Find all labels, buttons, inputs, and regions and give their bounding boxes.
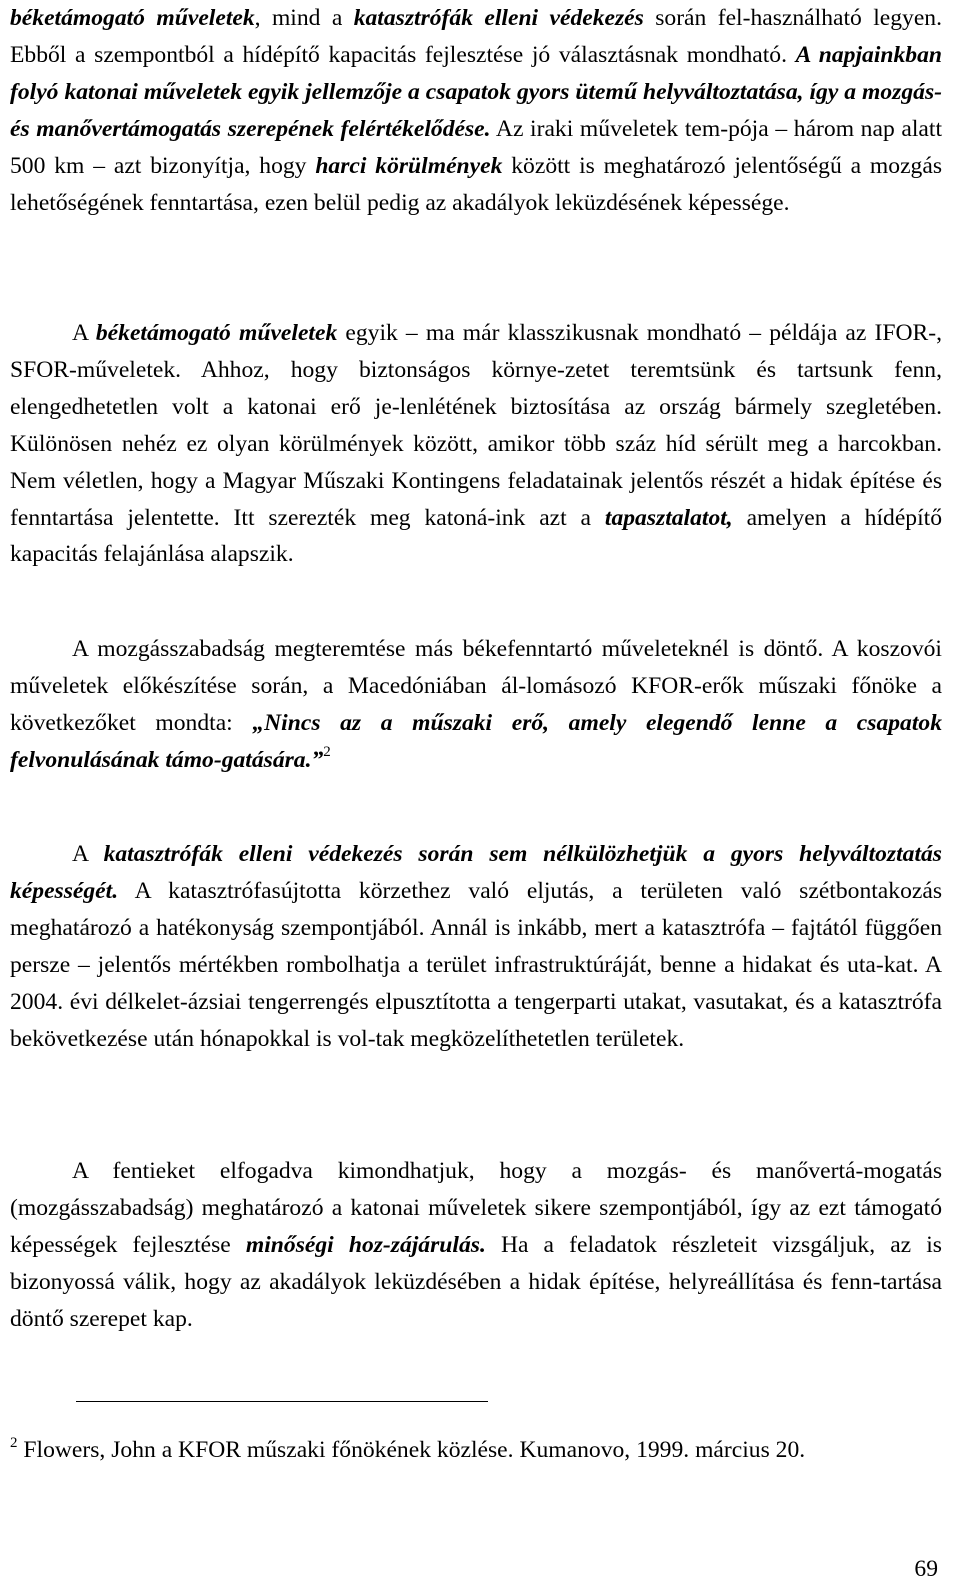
- body-text: A katasztrófasújtotta körzethez való eljutás, a területen való szétbontakozás meghatározó a hatékonyság szempontjából. Annál is inkább, mert a katasztrófa – fajtától függően persze – jelentős mértékben rombolhatja a terület infrastruktúráját, benne a hidakat és uta-kat. A 2004. évi délkelet-ázsiai tengerrengés elpusztította a tengerparti utakat, vasutakat, és a katasztrófa bekövetkezése után hónapokkal is vol-tak megközelíthetetlen területek.: [10, 877, 942, 1052]
- page-number: 69: [914, 1556, 938, 1582]
- emphasis-text: katasztrófák elleni védekezés során sem nélkülözhetjük a gyors helyváltoztatás képességét.: [10, 841, 942, 904]
- emphasis-text: tapasztalatot,: [604, 504, 733, 531]
- body-text: egyik – ma már klasszikusnak mondható – példája az IFOR-, SFOR-műveletek. Ahhoz, hogy biztonságos környe-zetet teremtsünk és tartsunk fenn, elengedhetetlen volt a katonai erő je-lenlétének biztosítása az ország bármely szegletében. Különösen nehéz ez olyan körülmények között, amikor több száz híd sérült meg a harcokban. Nem véletlen, hogy a Magyar Műszaki Kontingens feladatainak jelentős részét a hidak építése és fenntartása jelentette. Itt szerezték meg katoná-ink azt a: [10, 320, 943, 531]
- footnote-reference: 2: [323, 743, 331, 760]
- emphasis-text: katasztrófák elleni védekezés: [353, 5, 644, 31]
- paragraph-5: [10, 1153, 942, 1338]
- footnote-separator: [76, 1401, 488, 1402]
- paragraph-2: [10, 315, 942, 573]
- body-text: Az iraki műveletek tem-pója – három nap alatt 500 km – azt bizonyítja, hogy: [10, 115, 942, 179]
- body-text: amelyen a hídépítő kapacitás felajánlása alapszik.: [10, 504, 942, 568]
- footnote: [10, 1432, 942, 1469]
- paragraph-4: [10, 836, 942, 1057]
- body-text: A fentieket elfogadva kimondhatjuk, hogy a mozgás- és manővertá-mogatás (mozgásszabadság) meghatározó a katonai műveletek sikere szempontjából, így az ezt támogató képességek fejlesztése: [10, 1158, 942, 1258]
- emphasis-text: béketámogató műveletek: [10, 5, 255, 31]
- emphasis-text: „Nincs az a műszaki erő, amely elegendő lenne a csapatok felvonulásának támo-gatására.”: [10, 709, 943, 773]
- body-text: Ha a feladatok részleteit vizsgáljuk, az is bizonyossá válik, hogy az akadályok leküzdésében a hidak építése, helyreállítása és fenn-tartása döntő szerepet kap.: [10, 1231, 942, 1332]
- footnote-marker: 2: [10, 1435, 18, 1451]
- body-text: , mind a: [254, 5, 354, 31]
- body-text: A: [72, 320, 96, 346]
- emphasis-text: harci körülmények: [315, 152, 503, 179]
- emphasis-text: A napjainkban folyó katonai műveletek egyik jellemzője a csapatok gyors ütemű helyváltoztatása, így a mozgás- és manővertámogatás szerepének felértékelődése.: [10, 41, 943, 142]
- body-text: A mozgásszabadság megteremtése más békefenntartó műveleteknél is döntő. A koszovói műveletek előkészítése során, a Macedóniában ál-lomásozó KFOR-erők műszaki főnöke a következőket mondta:: [10, 636, 942, 736]
- body-text: között is meghatározó jelentőségű a mozgás lehetőségének fenntartása, ezen belül pedig az akadályok leküzdésének képessége.: [10, 152, 942, 216]
- paragraph-3: [10, 631, 942, 779]
- emphasis-text: béketámogató műveletek: [95, 320, 338, 346]
- footnote-text: Flowers, John a KFOR műszaki főnökének közlése. Kumanovo, 1999. március 20.: [17, 1437, 806, 1463]
- body-text: során fel-használható legyen. Ebből a szempontból a hídépítő kapacitás fejlesztése jó választásnak mondható.: [10, 5, 942, 68]
- paragraph-1: [10, 0, 942, 221]
- body-text: A: [72, 841, 104, 867]
- emphasis-text: minőségi hoz-zájárulás.: [245, 1231, 486, 1258]
